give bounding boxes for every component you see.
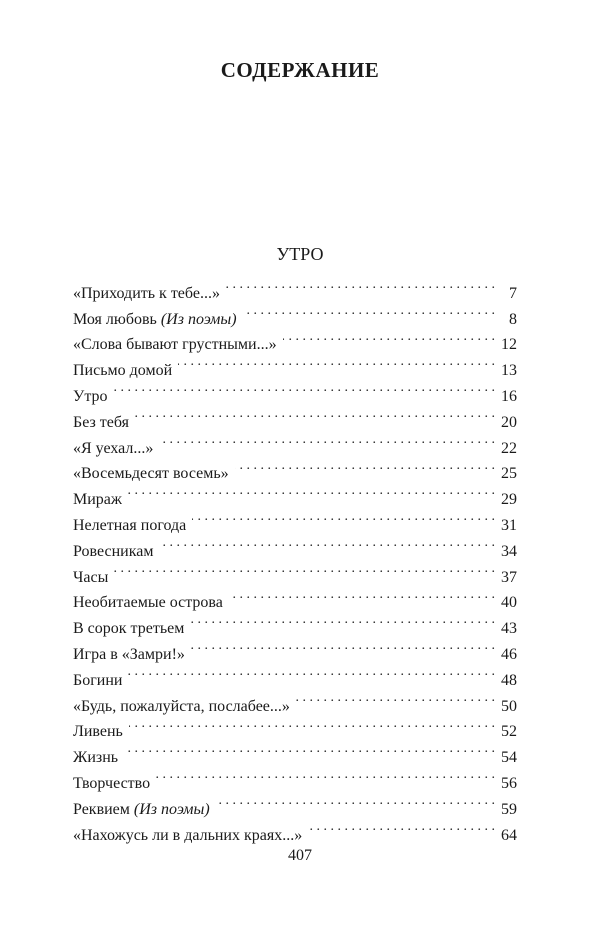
toc-entry-title-text: «Восемьдесят восемь»	[73, 465, 229, 483]
toc-entry-page: 29	[501, 491, 517, 509]
toc-entry-title-text: Мираж	[73, 491, 122, 509]
toc-entry-title-text: Моя любовь	[73, 310, 161, 328]
toc-entry-page: 46	[501, 645, 517, 663]
dot-leader	[190, 607, 495, 633]
toc-entry	[73, 685, 517, 715]
toc-entry	[73, 762, 517, 792]
dot-leader	[156, 762, 495, 788]
toc-entry-title-text: «Слова бывают грустными...»	[73, 336, 277, 354]
toc-entry-title	[73, 771, 156, 797]
toc-entry	[73, 659, 517, 689]
dot-leader	[159, 530, 495, 556]
toc-entry	[73, 711, 517, 741]
toc-entry-title-text: Богини	[73, 671, 123, 689]
toc-entry-title	[73, 668, 128, 694]
toc-entry-page: 40	[501, 594, 517, 612]
toc-entry-title-text: Нелетная погода	[73, 516, 187, 534]
dot-leader	[129, 711, 495, 737]
toc-entry-title-text: Утро	[73, 387, 108, 405]
toc-entry-title-text: Реквием	[73, 800, 134, 818]
toc-entry	[73, 504, 517, 534]
toc-entry-title-text: Ровесникам	[73, 542, 154, 560]
dot-leader	[229, 582, 495, 608]
dot-leader	[191, 633, 495, 659]
toc-entry-title-text: «Будь, пожалуйста, послабее...»	[73, 697, 290, 715]
toc-entry-title	[73, 436, 159, 462]
toc-entry-page: 43	[501, 620, 517, 638]
page-number: 407	[288, 847, 312, 864]
dot-leader	[283, 324, 495, 350]
toc-entry-title-text: Ливень	[73, 723, 123, 741]
dot-leader	[128, 659, 495, 685]
toc-entry-title-text: «Приходить к тебе...»	[73, 284, 220, 302]
dot-leader	[235, 453, 495, 479]
dot-leader	[135, 401, 495, 427]
dot-leader	[124, 736, 495, 762]
dot-leader	[226, 272, 495, 298]
toc-entry-page: 25	[501, 465, 517, 483]
toc-entry-page: 54	[501, 749, 517, 767]
toc-entry-title-text: Игра в «Замри!»	[73, 645, 185, 663]
dot-leader	[114, 375, 495, 401]
toc-entry	[73, 401, 517, 431]
toc-entry-page: 56	[501, 774, 517, 792]
toc-entry-title	[73, 487, 128, 513]
toc-entry-page: 48	[501, 671, 517, 689]
toc-entry-title	[73, 719, 129, 745]
toc-entry-title	[73, 616, 190, 642]
toc-entry-title-text: «Нахожусь ли в дальних краях...»	[73, 826, 303, 844]
toc-entry-title	[73, 797, 216, 823]
toc-entry-note: (Из поэмы)	[160, 310, 237, 328]
dot-leader	[178, 349, 495, 375]
toc-entry-page: 52	[501, 723, 517, 741]
toc-entry-page: 31	[501, 516, 517, 534]
toc-entry-page: 37	[501, 568, 517, 586]
toc-entry-title	[73, 384, 114, 410]
toc-entry-title-text: Письмо домой	[73, 362, 173, 380]
toc-entry-title-text: Жизнь	[73, 749, 119, 767]
toc-entry-page: 8	[509, 310, 517, 328]
toc-entry-page: 7	[509, 284, 517, 302]
dot-leader	[159, 427, 495, 453]
toc-entry-title	[73, 823, 308, 849]
toc-entry-page: 59	[501, 800, 517, 818]
toc-entry-title	[73, 745, 124, 771]
toc-entry-note: (Из поэмы)	[133, 800, 210, 818]
toc-entry	[73, 582, 517, 612]
toc-entry-page: 16	[501, 387, 517, 405]
page-title: СОДЕРЖАНИЕ	[220, 58, 380, 82]
toc-entry	[73, 736, 517, 767]
toc-entry-page: 22	[501, 439, 517, 457]
toc-entry-title-text: Необитаемые острова	[73, 594, 223, 612]
toc-entry-page: 20	[501, 413, 517, 431]
toc-entry	[73, 375, 517, 405]
toc-entry-page: 50	[501, 697, 517, 715]
dot-leader	[128, 478, 495, 504]
toc-entry-page: 64	[501, 826, 517, 844]
toc-entry-title-text: Без тебя	[73, 413, 129, 431]
toc-entry	[73, 427, 517, 457]
dot-leader	[308, 814, 495, 840]
toc-entry-title-text: Часы	[73, 568, 109, 586]
toc-entry-title	[73, 307, 243, 333]
toc-entry-title	[73, 565, 114, 591]
toc-entry-title-text: «Я уехал...»	[73, 439, 154, 457]
toc-entry-title	[73, 281, 226, 307]
table-of-contents	[73, 272, 517, 844]
toc-entry	[73, 272, 517, 302]
toc-entry	[73, 556, 517, 586]
toc-entry-title-text: Творчество	[73, 774, 151, 792]
dot-leader	[114, 556, 495, 582]
dot-leader	[192, 504, 495, 530]
toc-entry	[73, 478, 517, 509]
dot-leader	[296, 685, 495, 711]
toc-entry-page: 12	[501, 336, 517, 354]
toc-entry-title	[73, 410, 135, 436]
section-title: УТРО	[276, 244, 324, 264]
toc-entry-page: 13	[501, 362, 517, 380]
dot-leader	[243, 298, 495, 324]
toc-entry-page: 34	[501, 542, 517, 560]
toc-entry-title-text: В сорок третьем	[73, 620, 185, 638]
dot-leader	[216, 788, 495, 814]
